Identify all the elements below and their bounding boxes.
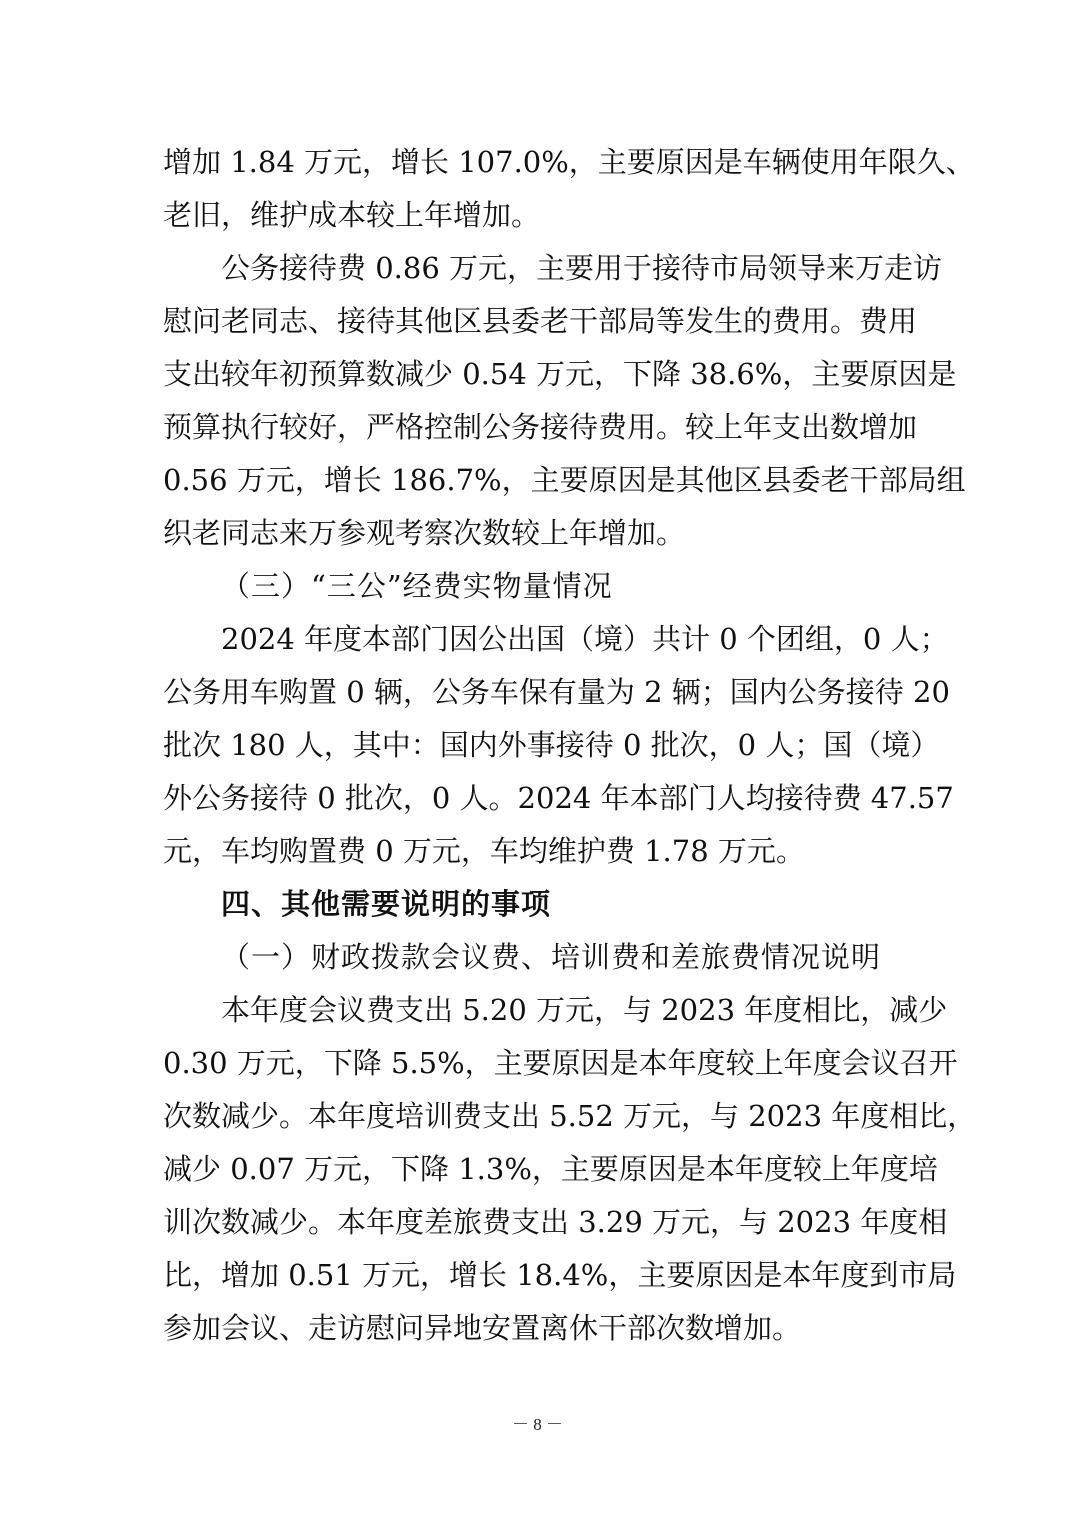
text-line: 本年度会议费支出 5.20 万元，与 2023 年度相比，减少 [221, 993, 948, 1027]
paragraph-physical-quantities [163, 613, 954, 878]
page-number: － 8 － [512, 1415, 563, 1434]
text-line: 元，车均购置费 0 万元，车均维护费 1.78 万元。 [163, 834, 805, 868]
subheading-three-public-quantities: （三）“三公”经费实物量情况 [221, 569, 613, 603]
subheading-meeting-training-travel: （一）财政拨款会议费、培训费和差旅费情况说明 [221, 940, 882, 974]
text-line: 比，增加 0.51 万元，增长 18.4%，主要原因是本年度到市局 [163, 1258, 957, 1292]
text-line: 慰问老同志、接待其他区县委老干部局等发生的费用。费用 [163, 304, 918, 338]
text-line: 预算执行较好，严格控制公务接待费用。较上年支出数增加 [163, 410, 918, 444]
text-line: 参加会议、走访慰问异地安置离休干部次数增加。 [163, 1311, 802, 1345]
paragraph-vehicle-maintenance [163, 136, 975, 242]
text-line: 0.30 万元，下降 5.5%，主要原因是本年度较上年度会议召开 [163, 1046, 958, 1080]
paragraph-reception-fee [163, 242, 966, 560]
text-line: 2024 年度本部门因公出国（境）共计 0 个团组，0 人； [221, 622, 949, 656]
text-line: 批次 180 人，其中：国内外事接待 0 批次，0 人；国（境） [163, 728, 940, 762]
text-line: 减少 0.07 万元，下降 1.3%，主要原因是本年度较上年度培 [163, 1152, 938, 1186]
text-line: 0.56 万元，增长 186.7%，主要原因是其他区县委老干部局组 [163, 463, 966, 497]
text-line: 织老同志来万参观考察次数较上年增加。 [163, 516, 686, 550]
text-line: 外公务接待 0 批次，0 人。2024 年本部门人均接待费 47.57 [163, 781, 954, 815]
text-line: 训次数减少。本年度差旅费支出 3.29 万元，与 2023 年度相 [163, 1205, 948, 1239]
text-line: 公务用车购置 0 辆，公务车保有量为 2 辆；国内公务接待 20 [163, 675, 950, 709]
text-line: 次数减少。本年度培训费支出 5.52 万元，与 2023 年度相比， [163, 1099, 977, 1133]
text-line: 增加 1.84 万元，增长 107.0%，主要原因是车辆使用年限久、 [163, 145, 975, 179]
document-page [163, 136, 977, 1355]
text-line: 支出较年初预算数减少 0.54 万元，下降 38.6%，主要原因是 [163, 357, 957, 391]
text-line: 老旧，维护成本较上年增加。 [163, 198, 541, 232]
paragraph-meeting-training-travel [163, 984, 977, 1355]
text-line: 公务接待费 0.86 万元，主要用于接待市局领导来万走访 [221, 251, 943, 285]
section-heading-other-matters: 四、其他需要说明的事项 [221, 887, 552, 921]
